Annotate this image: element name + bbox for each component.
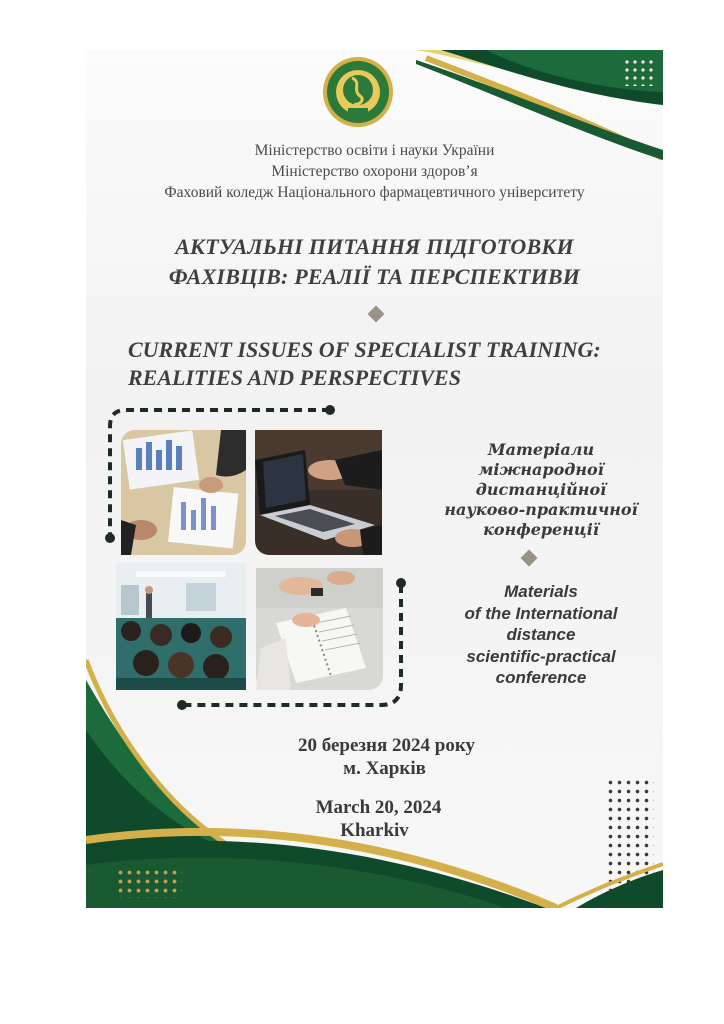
title-en-line-2: REALITIES AND PERSPECTIVES bbox=[128, 365, 461, 390]
title-separator-diamond bbox=[368, 306, 385, 323]
date-uk: 20 березня 2024 року bbox=[297, 735, 476, 756]
conference-poster bbox=[86, 50, 663, 908]
ministry-line-2: Міністерство охорони здоров’я bbox=[271, 163, 478, 180]
materials-en-line-4: scientific-practical bbox=[466, 646, 616, 666]
materials-uk-line-2: міжнародної bbox=[478, 460, 604, 479]
ministry-line-3: Фаховий коледж Національного фармацевтичного університету bbox=[164, 184, 585, 201]
top-right-dots bbox=[623, 58, 657, 86]
ministry-line-1: Міністерство освіти і науки України bbox=[254, 142, 495, 159]
bottom-left-gold-dots bbox=[116, 868, 182, 898]
materials-uk-line-4: науково-практичної bbox=[444, 500, 638, 519]
materials-en-line-2: of the International bbox=[464, 603, 618, 623]
materials-en-line-3: distance bbox=[506, 625, 576, 644]
city-en: Kharkiv bbox=[340, 820, 409, 841]
materials-en-line-5: conference bbox=[495, 668, 587, 687]
title-en-line-1: CURRENT ISSUES OF SPECIALIST TRAINING: bbox=[128, 337, 601, 362]
materials-en-line-1: Materials bbox=[504, 582, 578, 601]
laptop-typing-photo bbox=[255, 430, 382, 555]
materials-uk-line-1: Матеріали bbox=[487, 440, 595, 459]
materials-separator-diamond bbox=[521, 550, 538, 567]
charts-on-table-photo bbox=[121, 430, 246, 555]
materials-uk-block bbox=[431, 440, 651, 540]
date-en: March 20, 2024 bbox=[315, 797, 442, 818]
bottom-right-swoosh bbox=[516, 840, 663, 908]
title-uk-line-1: АКТУАЛЬНІ ПИТАННЯ ПІДГОТОВКИ bbox=[175, 234, 574, 259]
title-uk-line-2: ФАХІВЦІВ: РЕАЛІЇ ТА ПЕРСПЕКТИВИ bbox=[168, 264, 581, 289]
materials-uk-line-5: конференції bbox=[483, 520, 599, 539]
college-emblem-icon bbox=[322, 56, 394, 128]
materials-uk-line-3: дистанційної bbox=[475, 480, 607, 499]
city-uk: м. Харків bbox=[343, 758, 426, 779]
